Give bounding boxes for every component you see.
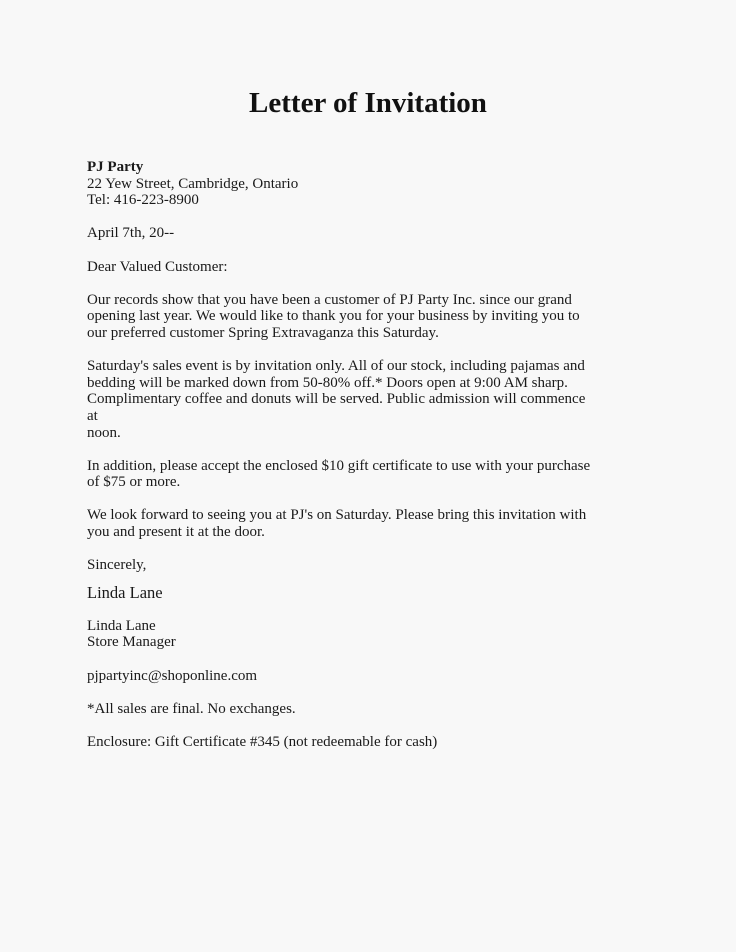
contact-email: pjpartyinc@shoponline.com [87, 667, 258, 684]
sender-block [87, 159, 597, 209]
paragraph-line: Our records show that you have been a customer of PJ Party Inc. since our grand [87, 291, 572, 308]
closing: Sincerely, [87, 557, 147, 574]
salutation: Dear Valued Customer: [87, 258, 228, 275]
enclosure-note: Enclosure: Gift Certificate #345 (not redeemable for cash) [87, 734, 438, 750]
paragraph-line: of $75 or more. [87, 474, 181, 491]
paragraph-line: We look forward to seeing you at PJ's on Saturday. Please bring this invitation with [87, 507, 587, 524]
paragraph [87, 292, 597, 342]
signer-name: Linda Lane [87, 617, 156, 634]
letter-title: Letter of Invitation [249, 87, 487, 119]
paragraph-line: In addition, please accept the enclosed $10 gift certificate to use with your purchase [87, 457, 591, 474]
paragraph [87, 458, 597, 491]
signature: Linda Lane [87, 582, 163, 602]
paragraph-line: Saturday's sales event is by invitation only. All of our stock, including pajamas and [87, 358, 585, 375]
letter-body [87, 159, 597, 751]
paragraph [87, 358, 597, 441]
paragraph-line: Complimentary coffee and donuts will be served. Public admission will commence at [87, 391, 586, 424]
sender-company: PJ Party [87, 159, 144, 175]
sender-phone: Tel: 416-223-8900 [87, 192, 199, 209]
paragraph-line: you and present it at the door. [87, 524, 265, 541]
signer-title: Store Manager [87, 634, 176, 651]
paragraph [87, 507, 597, 540]
paragraph-line: opening last year. We would like to thank you for your business by inviting you to [87, 308, 580, 325]
paragraph-line: our preferred customer Spring Extravaganza this Saturday. [87, 324, 439, 341]
paragraph-line: bedding will be marked down from 50-80% off.* Doors open at 9:00 AM sharp. [87, 374, 568, 391]
footnote: *All sales are final. No exchanges. [87, 700, 296, 717]
sender-address: 22 Yew Street, Cambridge, Ontario [87, 175, 299, 192]
paragraph-line: noon. [87, 424, 121, 441]
letter-date: April 7th, 20-- [87, 225, 175, 242]
signer-block [87, 618, 597, 651]
